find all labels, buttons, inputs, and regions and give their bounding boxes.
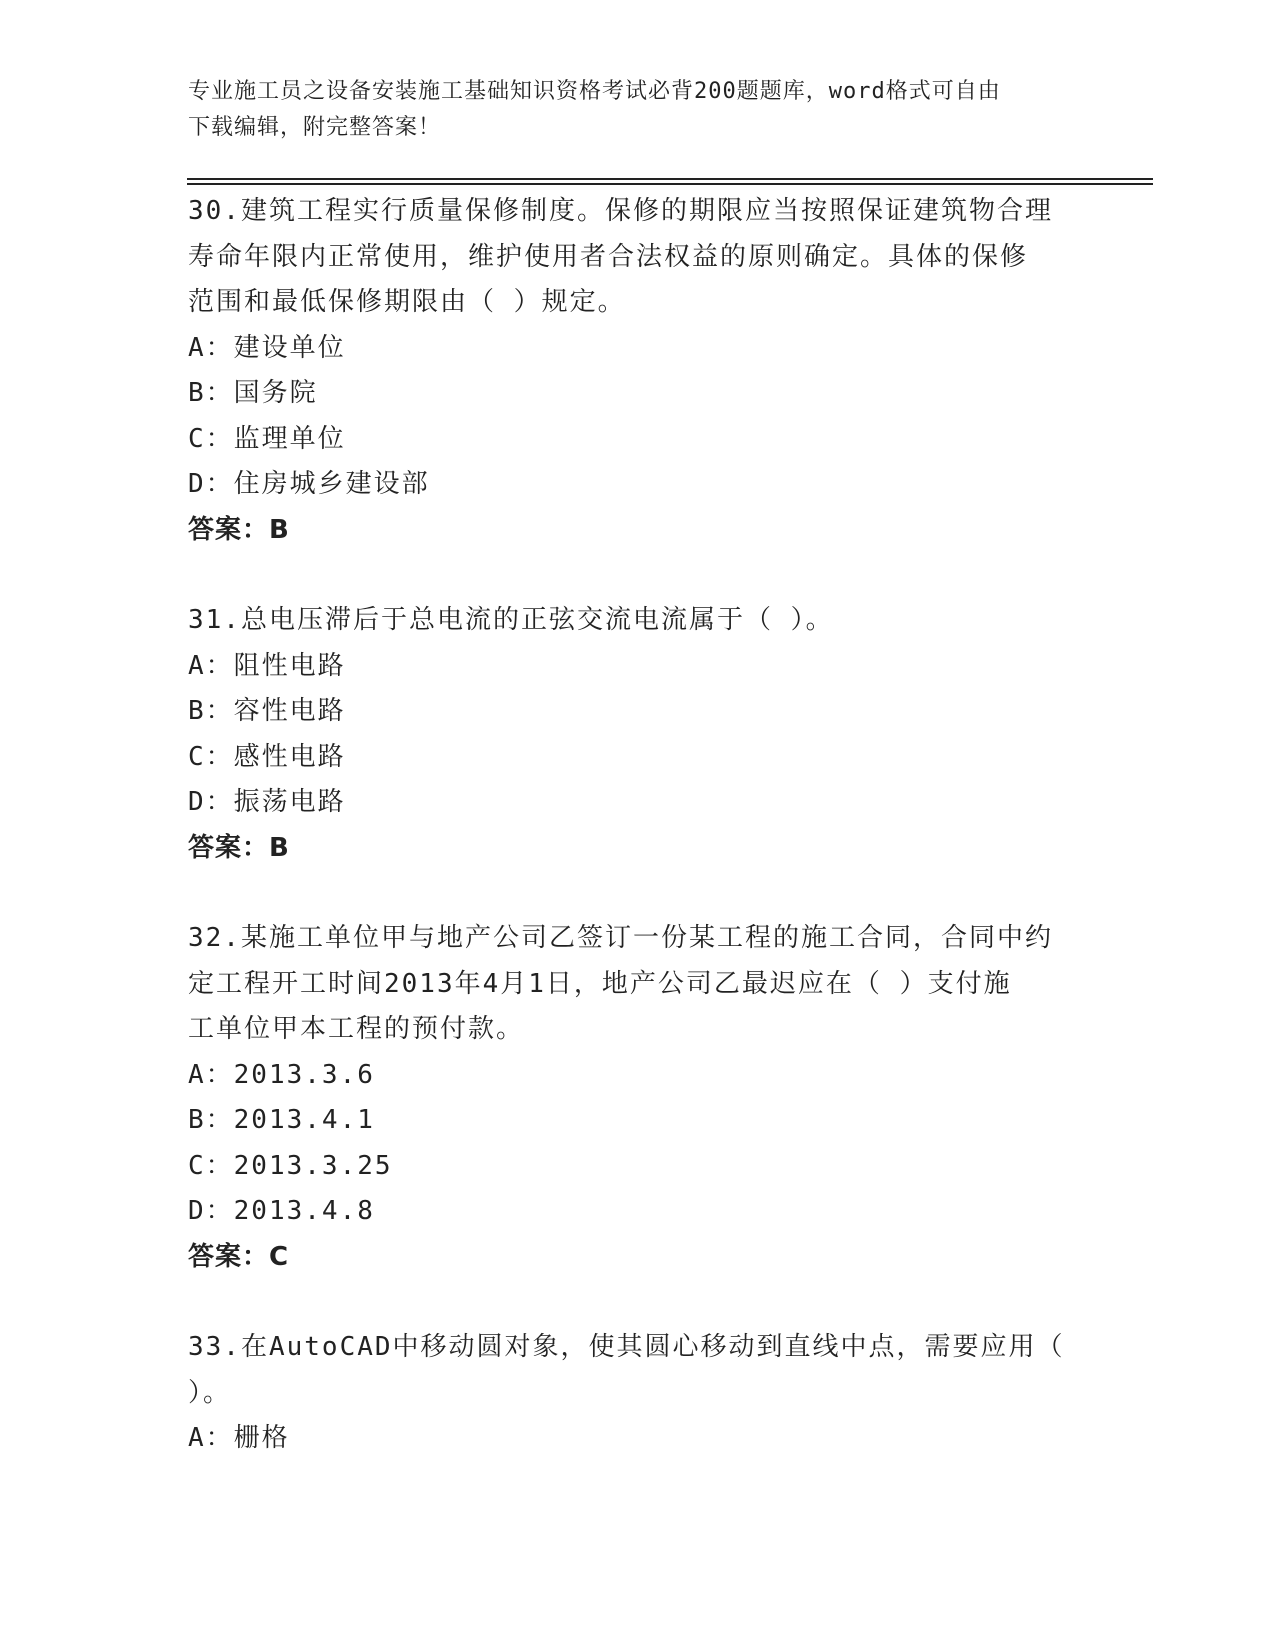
question-stem-line: 31.总电压滞后于总电流的正弦交流电流属于（ ）。 — [188, 605, 834, 635]
question-31 — [188, 598, 1088, 871]
option-c: C：监理单位 — [188, 423, 346, 454]
header-divider-bottom — [187, 183, 1153, 185]
option-d: D：振荡电路 — [188, 787, 346, 817]
option-d: D：住房城乡建设部 — [188, 469, 430, 499]
header-line-2: 下载编辑，附完整答案！ — [188, 115, 442, 140]
answer-line: 答案：B — [188, 832, 290, 863]
option-b: B：国务院 — [188, 378, 318, 408]
option-d: D：2013.4.8 — [188, 1196, 375, 1226]
question-30 — [188, 189, 1088, 553]
header-line-1: 专业施工员之设备安装施工基础知识资格考试必背200题题库，word格式可自由 — [188, 79, 1001, 104]
answer-line: 答案：B — [188, 514, 290, 545]
option-c: C：2013.3.25 — [188, 1150, 393, 1181]
question-list — [188, 189, 1088, 1507]
document-header — [188, 74, 1068, 146]
option-a: A：建设单位 — [188, 332, 346, 363]
question-stem-line: ）。 — [188, 1377, 232, 1408]
question-stem-line: 范围和最低保修期限由（ ）规定。 — [188, 287, 626, 317]
option-a: A：2013.3.6 — [188, 1059, 375, 1090]
answer-line: 答案：C — [188, 1241, 290, 1272]
option-a: A：栅格 — [188, 1423, 290, 1453]
option-c: C：感性电路 — [188, 741, 346, 772]
question-stem-line: 33.在AutoCAD中移动圆对象，使其圆心移动到直线中点，需要应用（ — [188, 1332, 1065, 1362]
question-stem-line: 32.某施工单位甲与地产公司乙签订一份某工程的施工合同，合同中约 — [188, 923, 1053, 953]
option-a: A：阻性电路 — [188, 650, 346, 681]
option-b: B：2013.4.1 — [188, 1105, 375, 1135]
question-stem-line: 寿命年限内正常使用，维护使用者合法权益的原则确定。具体的保修 — [188, 241, 1029, 272]
question-stem-line: 30.建筑工程实行质量保修制度。保修的期限应当按照保证建筑物合理 — [188, 196, 1053, 226]
question-stem-line: 定工程开工时间2013年4月1日，地产公司乙最迟应在（ ）支付施 — [188, 968, 1012, 999]
header-divider-top — [187, 178, 1153, 180]
question-33 — [188, 1325, 1088, 1462]
question-32 — [188, 916, 1088, 1280]
option-b: B：容性电路 — [188, 696, 346, 726]
question-stem-line: 工单位甲本工程的预付款。 — [188, 1014, 525, 1044]
